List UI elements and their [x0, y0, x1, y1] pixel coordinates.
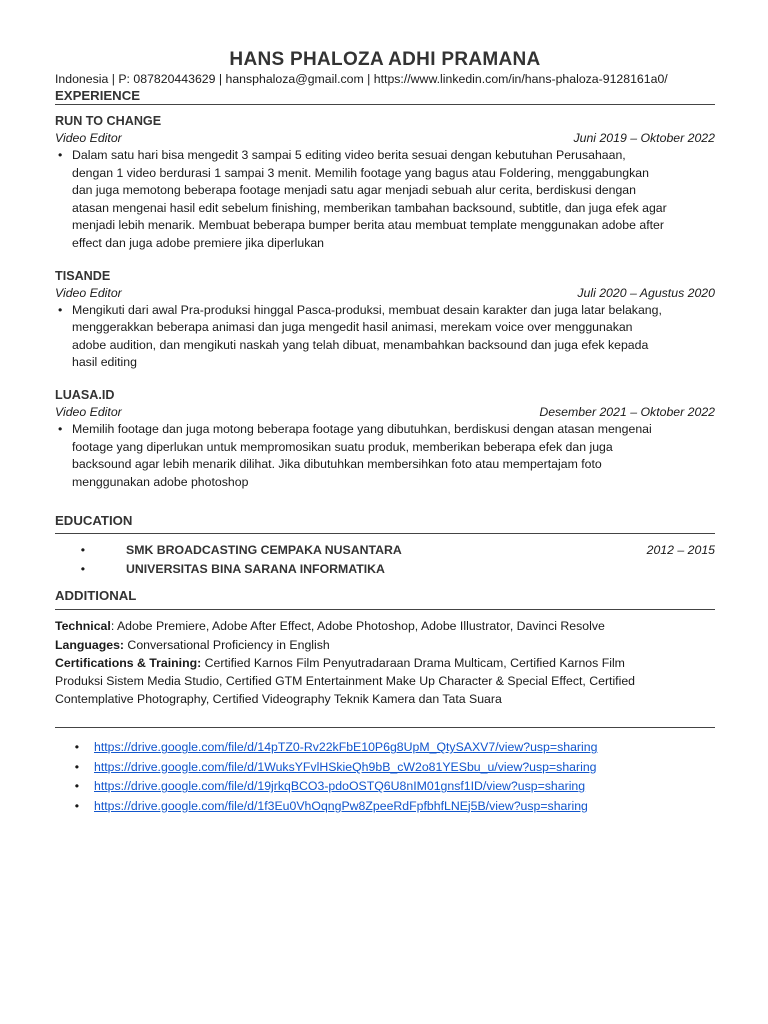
portfolio-links — [55, 738, 715, 816]
company-name: LUASA.ID — [55, 387, 115, 402]
section-divider — [55, 727, 715, 728]
languages-label: Languages: — [55, 637, 125, 652]
languages-row — [55, 636, 715, 654]
description-line: backsound agar lebih menarik dilihat. Jika dibutuhkan membersihkan foto atau mempertajam foto — [72, 457, 602, 472]
description-line: menggerakkan beberapa animasi dan juga mengedit hasil animasi, merekam voice over menggunakan — [72, 320, 633, 335]
description-line: effect dan juga adobe premiere jika diperlukan — [72, 235, 325, 250]
description-line: dan juga memotong beberapa footage menjadi satu agar menjadi sebuah alur cerita, berdiskusi dengan — [72, 183, 636, 198]
education-list — [55, 541, 715, 579]
job-dates: Juni 2019 – Oktober 2022 — [573, 131, 715, 145]
description-line: Dalam satu hari bisa mengedit 3 sampai 5 editing video berita sesuai dengan kebutuhan Perusahaan, — [72, 148, 626, 162]
additional-details — [55, 617, 715, 708]
description-line: Mengikuti dari awal Pra-produksi hinggal Pasca-produksi, membuat desain karakter dan juga latar belakang, — [72, 302, 662, 317]
bullet-icon: • — [74, 779, 79, 794]
description-line: Memilih footage dan juga motong beberapa footage yang dibutuhkan, berdiskusi dengan atasan mengenai — [72, 421, 652, 436]
technical-label: Technical — [55, 619, 111, 634]
description-line: footage yang diperlukan untuk mempromosikan suatu produk, memberikan beberapa efek dan juga — [72, 439, 613, 454]
description-paragraph — [72, 421, 715, 491]
education-dates: 2012 – 2015 — [646, 543, 715, 558]
job-dates: Juli 2020 – Agustus 2020 — [577, 285, 715, 300]
job-dates: Desember 2021 – Oktober 2022 — [539, 404, 715, 419]
school-name: UNIVERSITAS BINA SARANA INFORMATIKA — [126, 562, 385, 577]
description-line: menjadi lebih menarik. Membuat beberapa bumper berita atau membuat template menggunakan adobe after — [72, 218, 664, 233]
bullet-icon: • — [74, 798, 79, 813]
link-item — [55, 777, 715, 797]
description-paragraph — [72, 302, 715, 372]
job-description — [55, 147, 715, 253]
company-name: TISANDE — [55, 268, 111, 283]
description-line: dengan 1 video berdurasi 1 sampai 3 menit. Memilih footage yang bagus atau Foldering, menggabungkan — [72, 165, 649, 180]
technical-value: : Adobe Premiere, Adobe After Effect, Adobe Photoshop, Adobe Illustrator, Davinci Resolve — [110, 619, 605, 634]
certifications-line: Certified Karnos Film Penyutradaraan Drama Multicam, Certified Karnos Film — [201, 655, 625, 670]
job-role: Video Editor — [55, 131, 122, 145]
link-item — [55, 797, 715, 817]
technical-row — [55, 617, 715, 635]
bullet-icon: • — [74, 759, 79, 774]
certifications-row — [55, 654, 715, 709]
languages-value: Conversational Proficiency in English — [124, 637, 330, 652]
link-item — [55, 758, 715, 778]
certifications-line: Contemplative Photography, Certified Videography Teknik Kamera dan Tata Suara — [55, 692, 502, 707]
drive-link-4[interactable]: https://drive.google.com/file/d/1f3Eu0VhOqngPw8ZpeeRdFpfbhfLNEj5B/view?usp=sharing — [94, 798, 588, 813]
drive-link-1[interactable]: https://drive.google.com/file/d/14pTZ0-Rv22kFbE10P6g8UpM_QtySAXV7/view?usp=sharing — [94, 740, 598, 755]
job-run-to-change — [55, 113, 715, 253]
role-row — [55, 404, 715, 421]
bullet-icon: • — [74, 740, 79, 755]
certifications-label: Certifications & Training: — [55, 655, 202, 670]
description-paragraph — [72, 147, 715, 253]
contact-line: Indonesia | P: 087820443629 | hansphaloza@gmail.com | https://www.linkedin.com/in/hans-phaloza-9128161a0/ — [55, 72, 668, 86]
education-heading: EDUCATION — [55, 513, 715, 534]
bullet-icon: • — [80, 543, 85, 558]
job-tisande — [55, 268, 715, 372]
education-item — [55, 560, 715, 579]
drive-link-3[interactable]: https://drive.google.com/file/d/19jrkqBCO3-pdoOSTQ6U8nIM01gnsf1ID/view?usp=sharing — [94, 779, 586, 794]
candidate-name: HANS PHALOZA ADHI PRAMANA — [229, 49, 541, 70]
job-description — [55, 421, 715, 491]
link-item — [55, 738, 715, 758]
description-line: hasil editing — [72, 355, 137, 370]
job-luasa-id — [55, 387, 715, 491]
resume-page — [55, 48, 715, 816]
experience-heading: EXPERIENCE — [55, 88, 715, 105]
job-role: Video Editor — [55, 285, 122, 300]
description-line: menggunakan adobe photoshop — [72, 474, 249, 489]
school-name: SMK BROADCASTING CEMPAKA NUSANTARA — [126, 543, 402, 558]
description-line: adobe audition, dan mengikuti naskah yang telah dibuat, menambahkan backsound dan juga efek kepada — [72, 337, 649, 352]
additional-heading: ADDITIONAL — [55, 588, 715, 610]
drive-link-2[interactable]: https://drive.google.com/file/d/1WuksYFvlHSkieQh9bB_cW2o81YESbu_u/view?usp=sharing — [94, 759, 597, 774]
role-row — [55, 130, 715, 147]
company-name: RUN TO CHANGE — [55, 114, 162, 128]
job-description — [55, 302, 715, 372]
education-item — [55, 541, 715, 560]
job-role: Video Editor — [55, 404, 122, 419]
certifications-line: Produksi Sistem Media Studio, Certified GTM Entertainment Make Up Character & Special Effect, Certified — [55, 673, 636, 688]
bullet-icon: • — [80, 562, 85, 577]
description-line: atasan mengenai hasil edit sebelum finishing, memberikan tambahan backsound, subtitle, dan juga efek agar — [72, 200, 667, 215]
role-row — [55, 285, 715, 302]
